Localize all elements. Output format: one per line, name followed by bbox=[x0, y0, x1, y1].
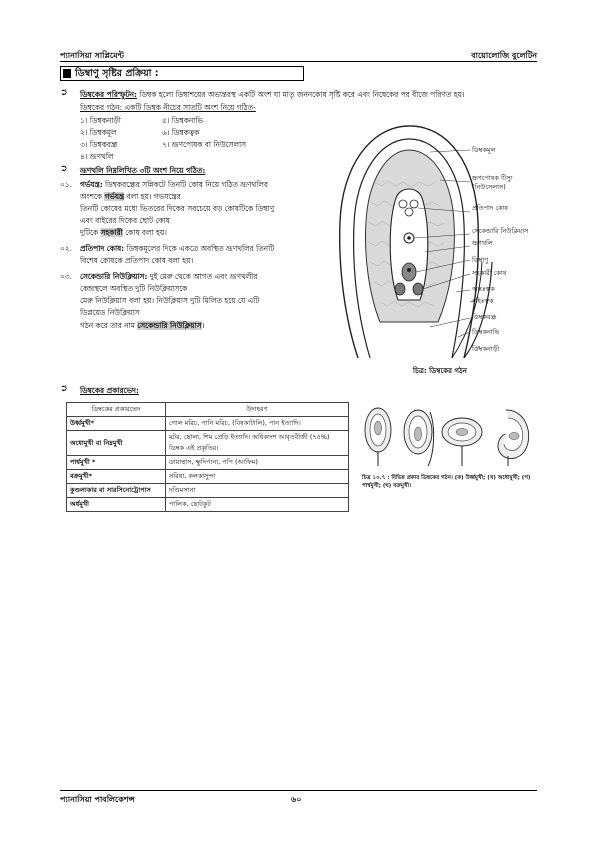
ovule-types-figure bbox=[358, 398, 540, 470]
label-nucellus-tissue: ভ্রূণপোষক টিস্যু bbox=[472, 174, 513, 182]
section-title: ডিম্বাণু সৃষ্টির প্রক্রিয়া : bbox=[75, 68, 159, 79]
table-cell-type: অর্ধমুখী bbox=[67, 498, 166, 512]
secondary-nucleus-dot bbox=[407, 236, 411, 240]
intro-paragraph bbox=[80, 90, 540, 101]
label-egg: ডিম্বাণু bbox=[472, 256, 489, 264]
item-2-text: ডিম্বকমূলের দিকে একত্রে অবস্থিত ভ্রূণথলির তিনটি bbox=[124, 244, 275, 253]
table-header: উদাহরণ bbox=[166, 403, 349, 417]
page-number: ৬০ bbox=[291, 795, 302, 804]
label-micropyle: ডিম্বকরন্ধ্র bbox=[472, 313, 497, 321]
antipodal-cell bbox=[405, 208, 413, 216]
item-1-text: অংশকে bbox=[80, 192, 105, 201]
table-cell-type: উর্ধ্বমুখী* bbox=[67, 417, 166, 431]
item-1-line-5 bbox=[80, 228, 167, 239]
table-cell-type: কুণ্ডলাকার বা সারসিনোট্রোপাস bbox=[67, 484, 166, 498]
part-4: ৪। ভ্রূণথলি bbox=[80, 152, 114, 161]
item-number: ০২. bbox=[60, 244, 72, 253]
label-outer-integument: বহিঃত্বক bbox=[472, 297, 494, 305]
bullet-icon: ➲ bbox=[60, 384, 68, 394]
table-cell-type: পার্শ্বমুখী * bbox=[67, 456, 166, 470]
label-funicle: ডিম্বকনাড়ী bbox=[472, 345, 500, 353]
part-7: ৭। ভ্রূণপোষক বা নিউসেলাস bbox=[162, 140, 246, 149]
table-cell-type: বক্রমুখী* bbox=[67, 470, 166, 484]
intro-sub: ডিম্বকের গঠন: একটি ডিম্বক নীচের সাতটি অংশ নিয়ে গঠিত- bbox=[80, 103, 256, 112]
item-2-line-2: বিশেষ কোষকে প্রতিপাদ কোষ বলা হয়। bbox=[80, 256, 194, 265]
label-hilum: ডিম্বকনাভি bbox=[472, 328, 500, 336]
item-3-text: দুই মেরু থেকে আগত এবং ভ্রূণথলীর bbox=[147, 272, 258, 281]
embryo-sac bbox=[390, 189, 428, 300]
ovule-types-table bbox=[66, 402, 349, 512]
intro-text: ডিম্বক হলো ডিম্বাশয়ের অভ্যন্তরস্থ একটি অংশ যা মাতৃ জননকোষ সৃষ্টি করে এবং নিষেকের পর বীজে পরিণত হয়। bbox=[137, 90, 465, 99]
ovule-diagram bbox=[330, 122, 540, 362]
item-3-line-4: ডিপ্লয়েড নিউক্লিয়াস bbox=[80, 308, 140, 317]
item-2-line-1 bbox=[80, 244, 342, 255]
intro-term: ডিম্বকের পরিস্ফুটন: bbox=[80, 90, 137, 99]
table-row bbox=[67, 484, 349, 498]
item-1-text: কোষ বলা হয়। bbox=[122, 228, 167, 237]
ovule-orthotropous bbox=[365, 408, 391, 466]
highlight-term: গর্ভযন্ত্র bbox=[104, 192, 125, 201]
label-inner-integument: অন্তঃত্বক bbox=[472, 285, 495, 293]
label-embryo-sac: ভ্রূণথলি bbox=[472, 239, 493, 247]
label-chalaza: ডিম্বকমূল bbox=[472, 146, 496, 154]
item-1-text: ডিম্বকরন্ধ্রের সন্নিকটে তিনটি কোষ নিয়ে গঠিত ভ্রূণথলির bbox=[102, 180, 268, 189]
item-1-line-3: তিনটি কোষের মধ্যে ভিতরের দিকের সবচেয়ে বড় কোষটিকে ডিম্বাণু bbox=[80, 204, 275, 213]
header-rule bbox=[60, 61, 537, 62]
table-cell-example: পালিক, ছোটকুট bbox=[166, 498, 349, 512]
item-1-text: দুটিকে bbox=[80, 228, 101, 237]
footer-rule bbox=[60, 790, 537, 791]
footer-publisher: প্যানাসিয়া পাবলিকেশন্স bbox=[60, 795, 135, 804]
item-1-line-4: এবং বাইরের দিকের ছোট কোষ bbox=[80, 216, 170, 225]
antipodal-cell bbox=[399, 200, 407, 208]
highlight-term: সেকেন্ডারি নিউক্লিয়াস bbox=[137, 321, 202, 330]
table-row bbox=[67, 470, 349, 484]
table-header: ডিম্বকের প্রকারভেদ bbox=[67, 403, 166, 417]
ovule-anatropous bbox=[404, 410, 434, 466]
table-cell-type: অধোমুখী বা নিম্নমুখী bbox=[67, 431, 166, 456]
header-right: বায়োলোজি বুলেটিন bbox=[471, 51, 537, 60]
figure-caption: চিত্র: ডিম্বকের গঠন bbox=[413, 367, 467, 375]
item-number: ০১. bbox=[60, 180, 72, 189]
item-1-line-2 bbox=[80, 192, 181, 203]
item-3-line-1 bbox=[80, 272, 342, 283]
table-header-row bbox=[67, 403, 349, 417]
item-1-term: গর্ভযন্ত্র: bbox=[80, 180, 103, 189]
table-row bbox=[67, 498, 349, 512]
item-1-text: বলা হয়। গভযন্ত্রের bbox=[124, 192, 181, 201]
label-synergid: সহকারী কোষ bbox=[472, 269, 507, 277]
highlight-term: সহকারী bbox=[100, 228, 123, 237]
item-2-term: প্রতিপাদ কোষ: bbox=[80, 244, 125, 253]
bullet-icon: ➲ bbox=[60, 88, 68, 98]
item-3-term: সেকেন্ডারি নিউক্লিয়াস: bbox=[80, 272, 148, 281]
table-cell-example: দণ্ডিমসানা bbox=[166, 484, 349, 498]
part-6: ৬। ডিম্বকত্বক bbox=[162, 128, 200, 137]
part-2: ২। ডিম্বকমূল bbox=[80, 128, 117, 137]
synergid bbox=[395, 283, 405, 295]
synergid bbox=[413, 283, 423, 295]
label-antipodal: প্রতিপাদ কোষ bbox=[472, 204, 509, 212]
item-3-text: । bbox=[201, 321, 205, 330]
antipodal-cell bbox=[410, 200, 418, 208]
part-3: ৩। ডিম্বকরন্ধ্র bbox=[80, 140, 118, 149]
table-cell-example: সরিষা, কলকাসুন্দা bbox=[166, 470, 349, 484]
table-cell-example: গোল মরিচ, পানি মরিচ, (বিষকাটালি), পান ইত্যাদি। bbox=[166, 417, 349, 431]
ovule-hemitropous bbox=[442, 418, 482, 466]
item-3-line-3: মেরু নিউক্লিয়াস বলা হয়। নিউক্লিয়াস দুটি মিলিত হয়ে যে এটি bbox=[80, 296, 260, 305]
table-cell-example: মটর, ছোলা, শিম প্রেড়ি ইত্যাদি। অধিকাংশ আবৃতবীজী (৭৫%) ডিম্বক এই প্রকৃতির। bbox=[166, 431, 349, 456]
item-3-text: গঠন করে তার নাম bbox=[80, 321, 138, 330]
types-heading: ডিম্বকের প্রকারভেদ: bbox=[80, 386, 139, 395]
ovule-campylotropous bbox=[498, 410, 529, 466]
embryo-sac-heading: ভ্রূণথলি নিম্নলিখিত ৩টি অংশ নিয়ে গঠিত: bbox=[80, 166, 206, 175]
title-marker bbox=[63, 69, 71, 78]
table-row bbox=[67, 417, 349, 431]
table-row bbox=[67, 431, 349, 456]
table-row bbox=[67, 456, 349, 470]
label-nucellus: (নিউসেলাস) bbox=[472, 183, 506, 191]
part-5: ৫। ডিম্বকনাভি bbox=[162, 116, 204, 125]
section-title-box bbox=[60, 66, 304, 81]
figure2-caption: চিত্র ১০.৭ : বিভিন্ন প্রকার ডিম্বকের গঠন। (ক) উর্ধ্বমুখী; (খ) অধোমুখী; (গ) পার্শ্বমুখী; (ঘ) বক্রমুখী। bbox=[362, 475, 531, 489]
table-cell-example: ডায়ান্থাস, ক্ষুদিপানা, পপি (আফিম) bbox=[166, 456, 349, 470]
egg-nucleus bbox=[407, 268, 411, 272]
item-1-line-1 bbox=[80, 180, 342, 191]
header-left: প্যানাসিয়া সাপ্লিমেন্ট bbox=[60, 51, 124, 60]
item-3-line-2: কেন্দ্রস্থলে অবস্থিত দুটি নিউক্লিয়াসকে bbox=[80, 284, 188, 293]
label-secondary-nucleus: সেকেন্ডারি নিউক্লিয়াস bbox=[472, 227, 529, 235]
item-3-line-5 bbox=[80, 321, 204, 332]
item-number: ০৩. bbox=[60, 272, 72, 281]
bullet-icon: ➲ bbox=[60, 164, 68, 174]
part-1: ১। ডিম্বকনাড়ী bbox=[80, 116, 121, 125]
